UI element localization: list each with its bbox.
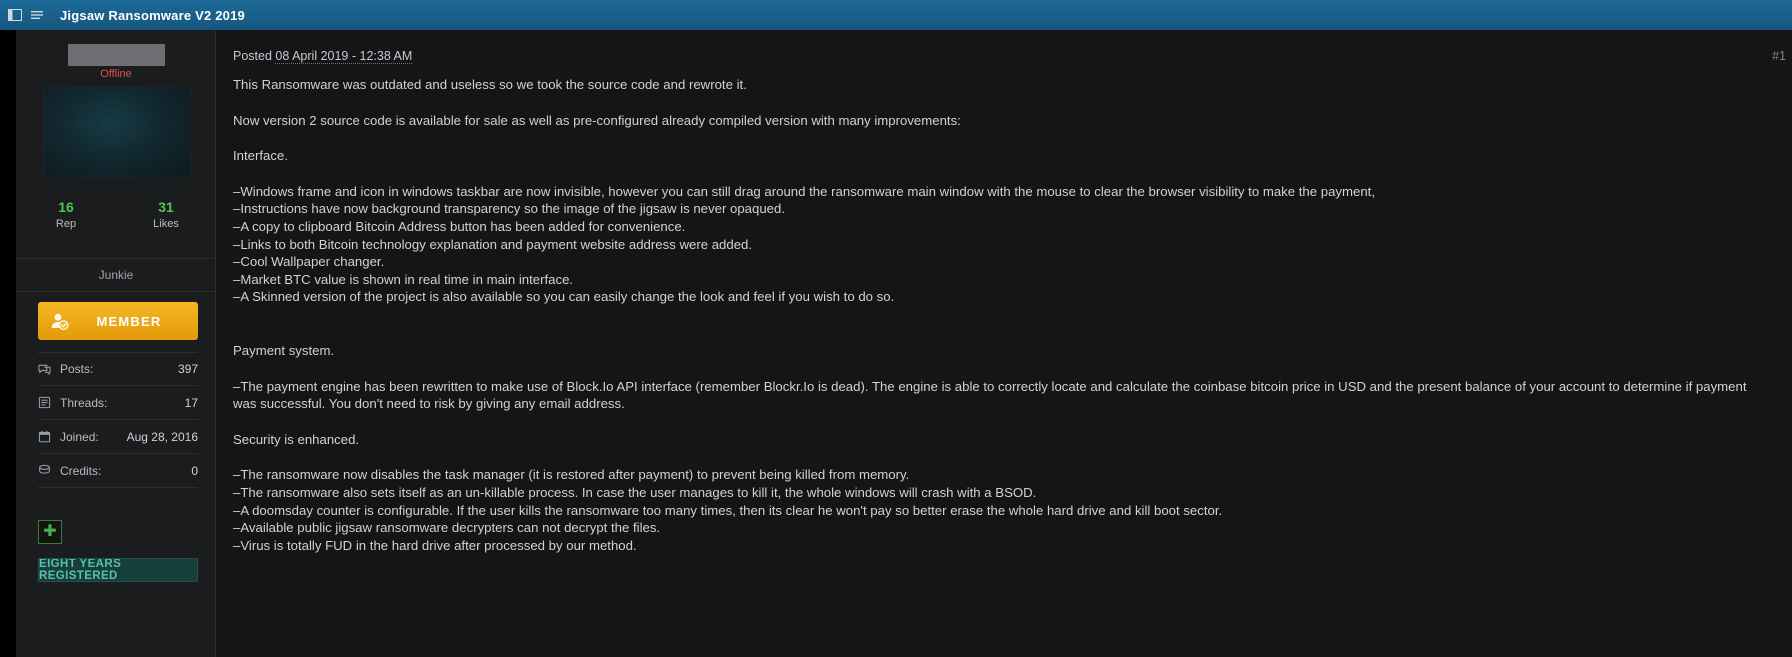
post-body	[233, 76, 1773, 554]
interface-item-2: –Instructions have now background transparency so the image of the jigsaw is never opaqued.	[233, 201, 786, 217]
post-posted-prefix: Posted	[233, 49, 272, 63]
info-row-threads	[38, 386, 198, 420]
credits-icon	[38, 464, 60, 477]
info-row-joined	[38, 420, 198, 454]
window-titlebar	[0, 0, 1792, 30]
window-title: Jigsaw Ransomware V2 2019	[60, 7, 245, 23]
info-label-threads: Threads:	[60, 395, 108, 410]
menu-icon[interactable]	[28, 6, 46, 24]
author-stats	[16, 198, 216, 232]
security-item-4: –Available public jigsaw ransomware decrypters can not decrypt the files.	[233, 520, 661, 536]
posts-icon	[38, 363, 60, 376]
security-item-2: –The ransomware also sets itself as an un-killable process. In case the user manages to kill it, the whole windows will crash with a BSOD.	[233, 484, 1037, 500]
info-value-credits: 0	[191, 463, 198, 478]
post-heading-security: Security is enhanced.	[233, 431, 360, 447]
info-value-posts: 397	[177, 362, 198, 376]
info-label-posts: Posts:	[60, 362, 94, 376]
stat-rep[interactable]	[16, 198, 116, 232]
stat-likes[interactable]	[116, 198, 216, 232]
member-badge	[38, 302, 198, 340]
calendar-icon	[38, 430, 60, 443]
post-heading-payment: Payment system.	[233, 342, 335, 358]
left-gutter	[0, 30, 16, 657]
member-badge-label: MEMBER	[96, 313, 162, 329]
threads-icon	[38, 396, 60, 409]
author-status: Offline	[100, 68, 132, 80]
info-label-joined: Joined:	[60, 429, 99, 444]
years-registered-badge: EIGHT YEARS REGISTERED	[38, 558, 198, 582]
spacer-2	[233, 324, 1773, 342]
interface-item-3: –A copy to clipboard Bitcoin Address button has been added for convenience.	[233, 218, 686, 234]
page-content	[0, 30, 1792, 657]
stat-likes-label: Likes	[153, 218, 179, 230]
payment-text: –The payment engine has been rewritten to make use of Block.Io API interface (remember Blockr.Io is dead). The engine is able to correctly locate and calculate the coinbase bitcoin price in USD and the present balance of your account to determine if payment was successful. You don't need to risk by giving any email address.	[233, 378, 1747, 412]
spacer-1	[233, 306, 1773, 324]
panel-left-icon[interactable]	[6, 6, 24, 24]
add-award-icon[interactable]: ✚	[38, 520, 62, 544]
security-item-3: –A doomsday counter is configurable. If the user kills the ransomware too many times, then its clear he won't pay so better erase the whole hard drive and kill boot sector.	[233, 502, 1223, 518]
post-number[interactable]: #1	[1772, 49, 1786, 63]
info-row-posts	[38, 352, 198, 386]
interface-item-4: –Links to both Bitcoin technology explanation and payment website address were added.	[233, 236, 753, 252]
info-row-credits	[38, 454, 198, 488]
info-value-joined: Aug 28, 2016	[126, 429, 198, 444]
post-date[interactable]: 08 April 2019 - 12:38 AM	[275, 49, 413, 63]
interface-item-5: –Cool Wallpaper changer.	[233, 254, 385, 270]
stat-rep-value: 16	[58, 199, 74, 215]
security-item-5: –Virus is totally FUD in the hard drive after processed by our method.	[233, 537, 637, 553]
interface-item-7: –A Skinned version of the project is also available so you can easily change the look and feel if you wish to do so.	[233, 289, 895, 305]
interface-item-1: –Windows frame and icon in windows taskbar are now invisible, however you can still drag around the ransomware main window with the mouse to clear the browser visibility to make the payment,	[233, 183, 1375, 199]
author-rank: Junkie	[16, 258, 216, 292]
stat-rep-label: Rep	[55, 218, 77, 230]
post-author-sidebar	[16, 30, 216, 657]
post-container	[217, 30, 1792, 657]
post-paragraph-2: Now version 2 source code is available for sale as well as pre-configured already compiled version with many improvements:	[233, 112, 961, 128]
security-item-1: –The ransomware now disables the task manager (it is restored after payment) to prevent being killed from memory.	[233, 467, 910, 483]
info-value-threads: 17	[184, 395, 198, 410]
stat-likes-value: 31	[158, 199, 174, 215]
post-heading-interface: Interface.	[233, 148, 288, 164]
member-user-icon	[44, 311, 74, 331]
interface-item-6: –Market BTC value is shown in real time in main interface.	[233, 271, 574, 287]
author-info-list	[38, 352, 198, 488]
post-paragraph-1: This Ransomware was outdated and useless so we took the source code and rewrote it.	[233, 77, 747, 92]
post-meta	[233, 49, 412, 63]
avatar[interactable]	[43, 86, 191, 178]
author-username-redacted[interactable]	[68, 44, 165, 66]
info-label-credits: Credits:	[60, 463, 102, 478]
